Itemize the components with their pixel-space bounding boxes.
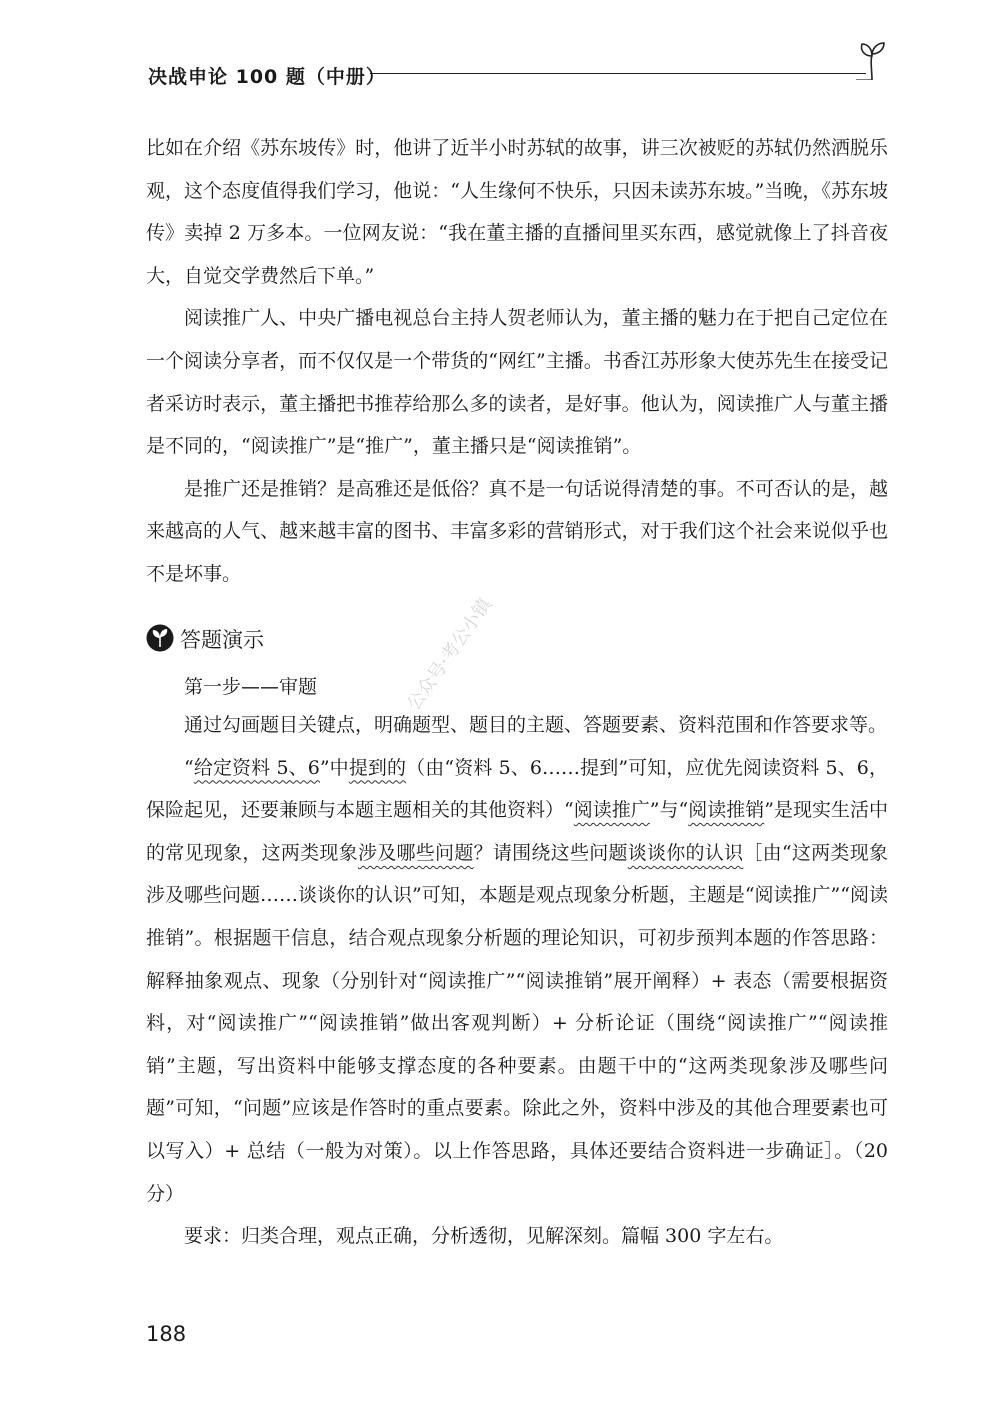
text-segment: ”是现实生活中的常见现象，这两类现象 <box>146 799 888 864</box>
text-segment: “ <box>184 756 194 779</box>
header-rule <box>370 73 866 74</box>
keyword-given-materials: 给定资料 5、6 <box>193 756 320 779</box>
analysis-intro: 通过勾画题目关键点，明确题型、题目的主题、答题要素、资料范围和作答要求等。 <box>184 714 888 736</box>
passage-paragraph-3: 是推广还是推销？是高雅还是低俗？真不是一句话说得清楚的事。不可否认的是，越来越高的人气、越来越丰富的图书、丰富多彩的营销形式，对于我们这个社会来说似乎也不是坏事。 <box>146 477 888 585</box>
passage-paragraph-1: 比如在介绍《苏东坡传》时，他讲了近半小时苏轼的故事，讲三次被贬的苏轼仍然洒脱乐观，这个态度值得我们学习，他说：“人生缘何不快乐，只因未读苏东坡。”当晚，《苏东坡传》卖掉 2 万多本。一位网友说：“我在董主播的直播间里买东西，感觉就像上了抖音夜大，自觉交学费然后下单。” <box>146 137 888 287</box>
text-segment: （由“资料 5、6……提到”可知，应优先阅读资料 5、6，保险起见，还要兼顾与本题主题相关的其他资料）“ <box>146 756 888 822</box>
analysis-requirement: 要求：归类合理，观点正确，分析透彻，见解深刻。篇幅 300 字左右。 <box>184 1225 784 1248</box>
text-segment: ”中 <box>319 756 349 779</box>
section-title: 答题演示 <box>180 628 264 652</box>
running-header <box>148 58 888 88</box>
analysis-body <box>146 747 888 1216</box>
keyword-reading-promotion: 阅读推广 <box>573 799 650 822</box>
material-passage <box>146 127 888 596</box>
keyword-opinion: 谈谈你的认识 <box>627 841 744 864</box>
text-segment: ”与“ <box>649 799 689 822</box>
text-segment: ［由“这两类现象涉及哪些问题……谈谈你的认识”可知，本题是观点现象分析题，主题是“阅读推广”“阅读推销”。根据题干信息，结合观点现象分析题的理论知识，可初步预判本题的作答思路：解释抽象观点、现象（分别针对“阅读推广”“阅读推销”展开阐释）+ 表态（需要根据资料，对“阅读推广”“阅读推销”做出客观判断）+ 分析论证（围绕“阅读推广”“阅读推销”主题，写出资料中能够支撑态度的各种要素。由题干中的“这两类现象涉及哪些问题”可知，“问题”应该是作答时的重点要素。除此之外，资料中涉及的其他合理要素也可以写入）+ 总结（一般为对策）。以上作答思路，具体还要结合资料进一步确证］。（20 分） <box>146 841 888 1205</box>
book-title: 决战申论 100 题（中册） <box>148 66 386 88</box>
leaf-icon <box>146 624 174 652</box>
keyword-reading-sales: 阅读推销 <box>688 799 765 822</box>
keyword-issues: 涉及哪些问题 <box>357 841 474 864</box>
watermark: 公众号·考公小镇 <box>403 594 497 715</box>
page-number: 188 <box>146 1322 187 1346</box>
text-segment: ？请围绕这些问题 <box>473 841 628 864</box>
sprout-icon <box>856 40 888 80</box>
answer-analysis <box>146 704 888 1258</box>
keyword-mentioned: 提到的 <box>348 756 407 779</box>
step-title: 第一步——审题 <box>184 676 318 698</box>
passage-paragraph-2: 阅读推广人、中央广播电视总台主持人贺老师认为，董主播的魅力在于把自己定位在一个阅读分享者，而不仅仅是一个带货的“网红”主播。书香江苏形象大使苏先生在接受记者采访时表示，董主播把书推荐给那么多的读者，是好事。他认为，阅读推广人与董主播是不同的，“阅读推广”是“推广”，董主播只是“阅读推销”。 <box>146 307 888 458</box>
